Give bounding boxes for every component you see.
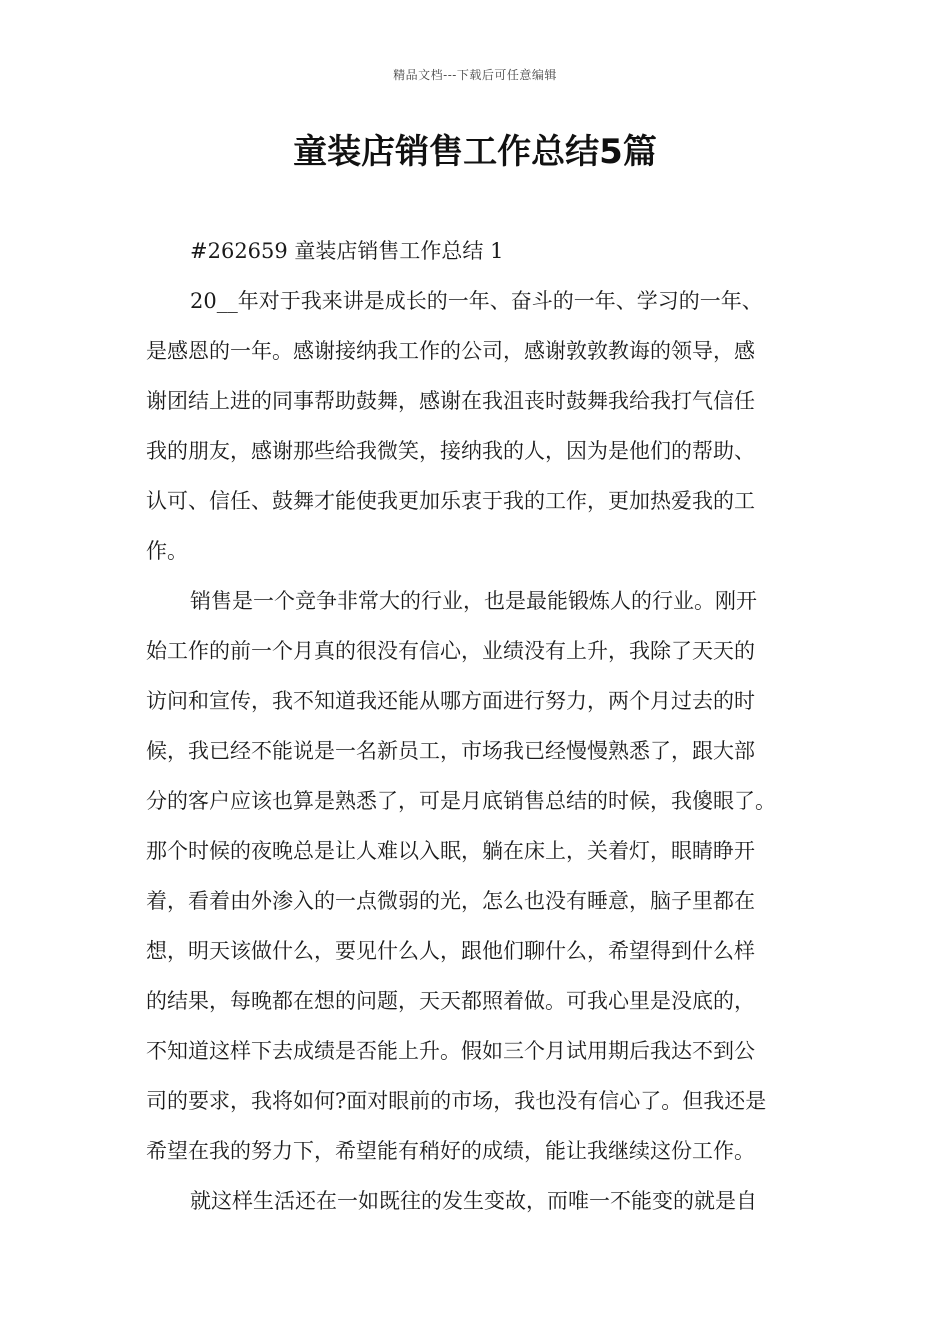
text-line: 是感恩的一年。感谢接纳我工作的公司，感谢敦敦教诲的领导，感 <box>146 339 755 363</box>
document-title: 童装店销售工作总结5篇 <box>293 132 657 172</box>
text-line: 认可、信任、鼓舞才能使我更加乐衷于我的工作，更加热爱我的工 <box>146 489 755 513</box>
text-line: #262659 童装店销售工作总结 1 <box>190 239 504 263</box>
text-line: 谢团结上进的同事帮助鼓舞，感谢在我沮丧时鼓舞我给我打气信任 <box>146 389 755 413</box>
text-line: 我的朋友，感谢那些给我微笑，接纳我的人，因为是他们的帮助、 <box>146 439 755 463</box>
text-line: 作。 <box>146 539 188 563</box>
text-line: 候，我已经不能说是一名新员工，市场我已经慢慢熟悉了，跟大部 <box>146 739 755 763</box>
document-body <box>146 226 821 1226</box>
text-line: 20__年对于我来讲是成长的一年、奋斗的一年、学习的一年、 <box>190 289 763 313</box>
text-line: 希望在我的努力下，希望能有稍好的成绩，能让我继续这份工作。 <box>146 1139 755 1163</box>
text-line: 就这样生活还在一如既往的发生变故，而唯一不能变的就是自 <box>190 1189 757 1213</box>
text-line: 访问和宣传，我不知道我还能从哪方面进行努力，两个月过去的时 <box>146 689 755 713</box>
text-line: 分的客户应该也算是熟悉了，可是月底销售总结的时候，我傻眼了。 <box>146 789 776 813</box>
text-line: 始工作的前一个月真的很没有信心，业绩没有上升，我除了天天的 <box>146 639 755 663</box>
text-line: 的结果，每晚都在想的问题，天天都照着做。可我心里是没底的， <box>146 989 755 1013</box>
text-line: 想，明天该做什么，要见什么人，跟他们聊什么，希望得到什么样 <box>146 939 755 963</box>
text-line: 不知道这样下去成绩是否能上升。假如三个月试用期后我达不到公 <box>146 1039 755 1063</box>
text-line: 司的要求，我将如何?面对眼前的市场，我也没有信心了。但我还是 <box>146 1089 767 1113</box>
text-line: 着，看着由外渗入的一点微弱的光，怎么也没有睡意，脑子里都在 <box>146 889 755 913</box>
header-note: 精品文档---下载后可任意编辑 <box>393 68 557 82</box>
text-line: 销售是一个竞争非常大的行业，也是最能锻炼人的行业。刚开 <box>190 589 757 613</box>
text-line: 那个时候的夜晚总是让人难以入眠，躺在床上，关着灯，眼睛睁开 <box>146 839 755 863</box>
